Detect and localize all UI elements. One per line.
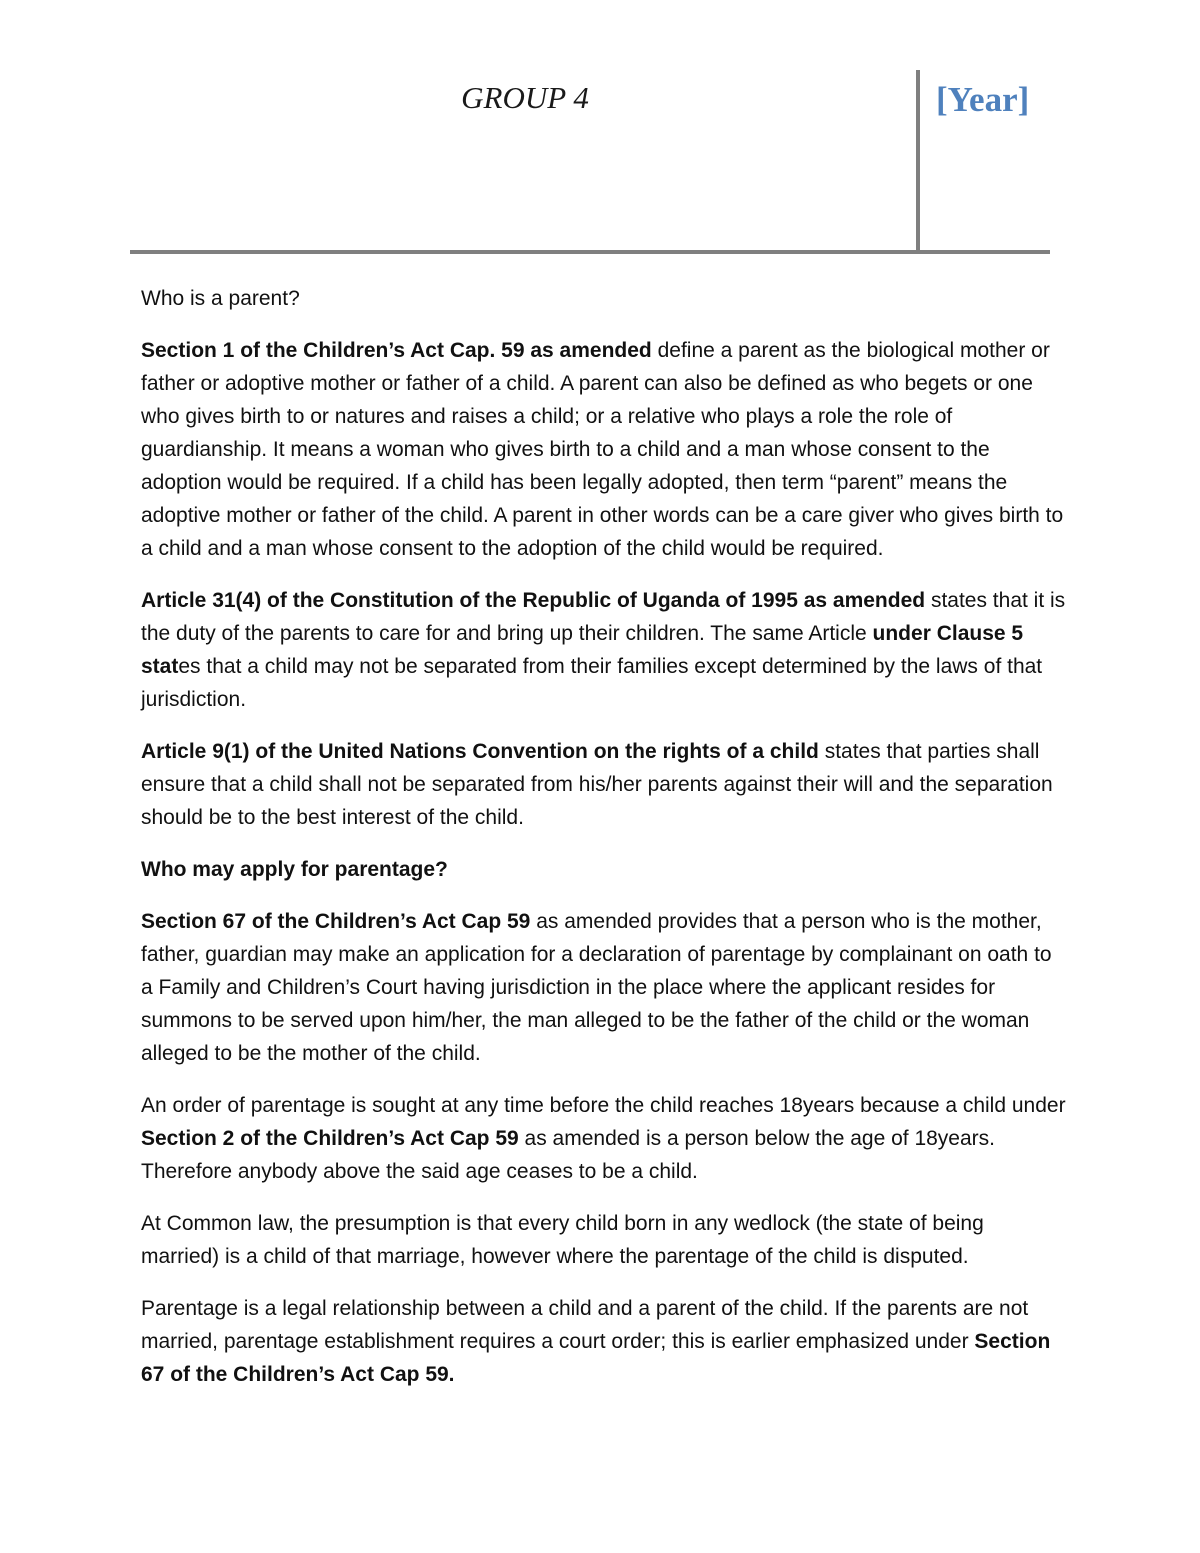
paragraph-text: An order of parentage is sought at any time before the child reaches 18years because a child under <box>141 1094 1066 1117</box>
paragraph-text: as amended is a person below the age of 18years. Therefore anybody above the said age ceases to be a child. <box>141 1127 995 1183</box>
legal-reference: Section 67 of the Children’s Act Cap 59 <box>141 910 531 933</box>
legal-reference: Section 1 of the Children’s Act Cap. 59 as amended <box>141 339 652 362</box>
paragraph-text: define a parent as the biological mother or father or adoptive mother or father of a child. A parent can also be defined as who begets or one who gives birth to or natures and raises a child; or a relative who plays a role the role of guardianship. It means a woman who gives birth to a child and a man whose consent to the adoption would be required. If a child has been legally adopted, then term “parent” means the adoptive mother or father of the child. A parent in other words can be a care giver who gives birth to a child and a man whose consent to the adoption of the child would be required. <box>141 339 1064 560</box>
question-text: Who is a parent? <box>141 287 300 310</box>
header-vertical-divider <box>916 70 920 252</box>
paragraph-text: es that a child may not be separated from their families except determined by the laws of that jurisdiction. <box>141 655 1043 711</box>
year-placeholder: [Year] <box>936 80 1030 119</box>
paragraph-parent-definition <box>141 334 1066 565</box>
page-title: GROUP 4 <box>461 80 589 115</box>
paragraph-order-of-parentage <box>141 1089 1066 1188</box>
header-horizontal-divider <box>130 250 1050 254</box>
paragraph-common-law <box>141 1207 1066 1273</box>
paragraph-section-67 <box>141 905 1066 1070</box>
paragraph-text: states that it is the duty of the parents to care for and bring up their children. The same Article <box>141 589 1066 645</box>
question-who-may-apply <box>141 853 1066 886</box>
legal-reference: Section 2 of the Children’s Act Cap 59 <box>141 1127 519 1150</box>
question-who-is-parent <box>141 282 1066 315</box>
paragraph-text: states that parties shall ensure that a child shall not be separated from his/her parents against their will and the separation should be to the best interest of the child. <box>141 740 1053 829</box>
paragraph-text: as amended provides that a person who is the mother, father, guardian may make an application for a declaration of parentage by complainant on oath to a Family and Children’s Court having jurisdiction in the place where the applicant resides for summons to be served upon him/her, the man alleged to be the father of the child or the woman alleged to be the mother of the child. <box>141 910 1052 1065</box>
legal-reference: Article 31(4) of the Constitution of the Republic of Uganda of 1995 as amended <box>141 589 926 612</box>
paragraph-text: At Common law, the presumption is that every child born in any wedlock (the state of being married) is a child of that marriage, however where the parentage of the child is disputed. <box>141 1212 984 1268</box>
paragraph-constitution <box>141 584 1066 716</box>
legal-reference: Article 9(1) of the United Nations Convention on the rights of a child <box>141 740 819 763</box>
paragraph-un-convention <box>141 735 1066 834</box>
paragraph-text: Parentage is a legal relationship between a child and a parent of the child. If the parents are not married, parentage establishment requires a court order; this is earlier emphasized under <box>141 1297 1029 1353</box>
question-text: Who may apply for parentage? <box>141 858 448 881</box>
document-body <box>141 282 1066 1410</box>
legal-reference: Section 67 of the Children’s Act Cap 59. <box>141 1330 1051 1386</box>
legal-reference: under Clause 5 stat <box>141 622 1024 678</box>
paragraph-parentage-relationship <box>141 1292 1066 1391</box>
